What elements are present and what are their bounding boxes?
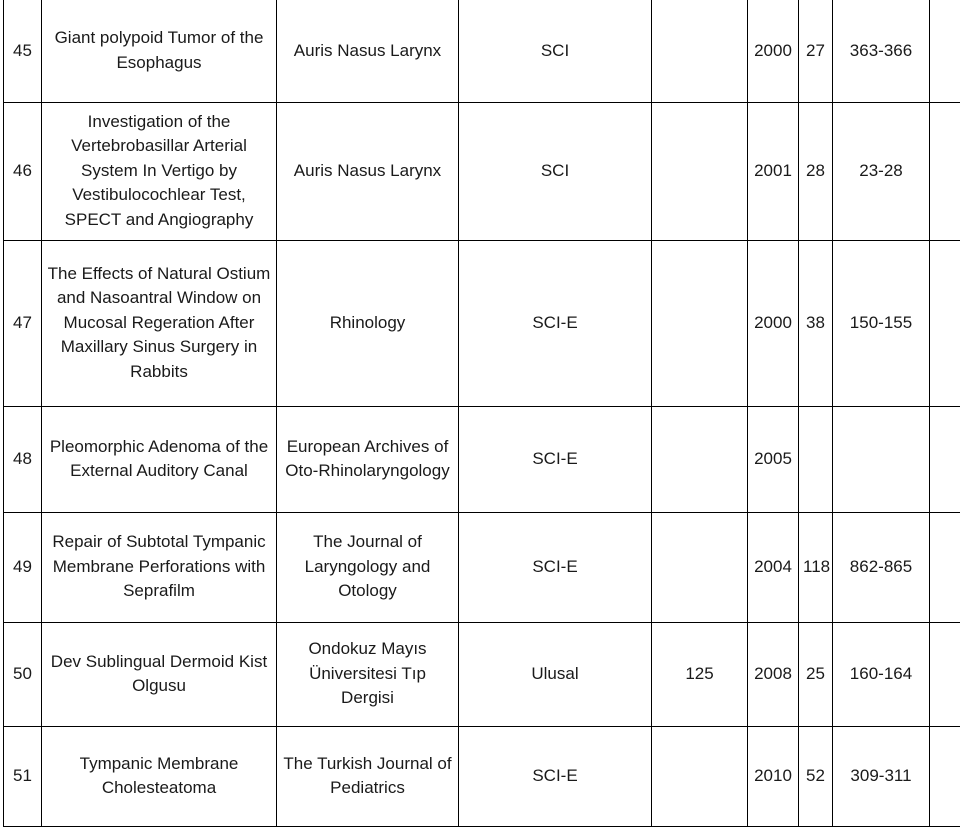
volume: 28	[799, 102, 833, 240]
extra-value	[652, 240, 748, 406]
pages	[833, 406, 930, 512]
extra-value	[652, 726, 748, 826]
year: 2000	[748, 0, 799, 102]
row-number: 46	[4, 102, 42, 240]
empty-cell	[930, 240, 960, 406]
volume: 27	[799, 0, 833, 102]
year: 2008	[748, 622, 799, 726]
table-row	[4, 622, 960, 726]
row-number: 51	[4, 726, 42, 826]
index-type: SCI	[459, 0, 652, 102]
index-type: SCI-E	[459, 512, 652, 622]
journal-name: European Archives of Oto-Rhinolaryngology	[277, 406, 459, 512]
empty-cell	[930, 406, 960, 512]
extra-value	[652, 406, 748, 512]
extra-value	[652, 102, 748, 240]
empty-cell	[930, 726, 960, 826]
journal-name: Rhinology	[277, 240, 459, 406]
article-title: Repair of Subtotal Tympanic Membrane Perforations with Seprafilm	[42, 512, 277, 622]
table-row	[4, 512, 960, 622]
volume: 118	[799, 512, 833, 622]
article-title: Dev Sublingual Dermoid Kist Olgusu	[42, 622, 277, 726]
journal-name: Auris Nasus Larynx	[277, 0, 459, 102]
row-number: 50	[4, 622, 42, 726]
volume: 25	[799, 622, 833, 726]
volume	[799, 406, 833, 512]
extra-value: 125	[652, 622, 748, 726]
index-type: Ulusal	[459, 622, 652, 726]
row-number: 45	[4, 0, 42, 102]
pages: 363-366	[833, 0, 930, 102]
index-type: SCI	[459, 102, 652, 240]
index-type: SCI-E	[459, 240, 652, 406]
year: 2005	[748, 406, 799, 512]
year: 2010	[748, 726, 799, 826]
journal-name: Auris Nasus Larynx	[277, 102, 459, 240]
journal-name: The Turkish Journal of Pediatrics	[277, 726, 459, 826]
row-number: 47	[4, 240, 42, 406]
table-row	[4, 726, 960, 826]
index-type: SCI-E	[459, 726, 652, 826]
journal-name: The Journal of Laryngology and Otology	[277, 512, 459, 622]
empty-cell	[930, 0, 960, 102]
article-title: Pleomorphic Adenoma of the External Auditory Canal	[42, 406, 277, 512]
volume: 38	[799, 240, 833, 406]
pages: 862-865	[833, 512, 930, 622]
table-row	[4, 102, 960, 240]
year: 2001	[748, 102, 799, 240]
publications-table	[3, 0, 960, 827]
pages: 23-28	[833, 102, 930, 240]
empty-cell	[930, 102, 960, 240]
index-type: SCI-E	[459, 406, 652, 512]
table-row	[4, 240, 960, 406]
year: 2004	[748, 512, 799, 622]
extra-value	[652, 0, 748, 102]
article-title: Investigation of the Vertebrobasillar Arterial System In Vertigo by Vestibulocochlear Test, SPECT and Angiography	[42, 102, 277, 240]
table-row	[4, 0, 960, 102]
table-row	[4, 406, 960, 512]
pages: 160-164	[833, 622, 930, 726]
article-title: Tympanic Membrane Cholesteatoma	[42, 726, 277, 826]
extra-value	[652, 512, 748, 622]
row-number: 49	[4, 512, 42, 622]
empty-cell	[930, 512, 960, 622]
journal-name: Ondokuz Mayıs Üniversitesi Tıp Dergisi	[277, 622, 459, 726]
pages: 150-155	[833, 240, 930, 406]
article-title: The Effects of Natural Ostium and Nasoantral Window on Mucosal Regeration After Maxillary Sinus Surgery in Rabbits	[42, 240, 277, 406]
volume: 52	[799, 726, 833, 826]
pages: 309-311	[833, 726, 930, 826]
row-number: 48	[4, 406, 42, 512]
empty-cell	[930, 622, 960, 726]
year: 2000	[748, 240, 799, 406]
article-title: Giant polypoid Tumor of the Esophagus	[42, 0, 277, 102]
